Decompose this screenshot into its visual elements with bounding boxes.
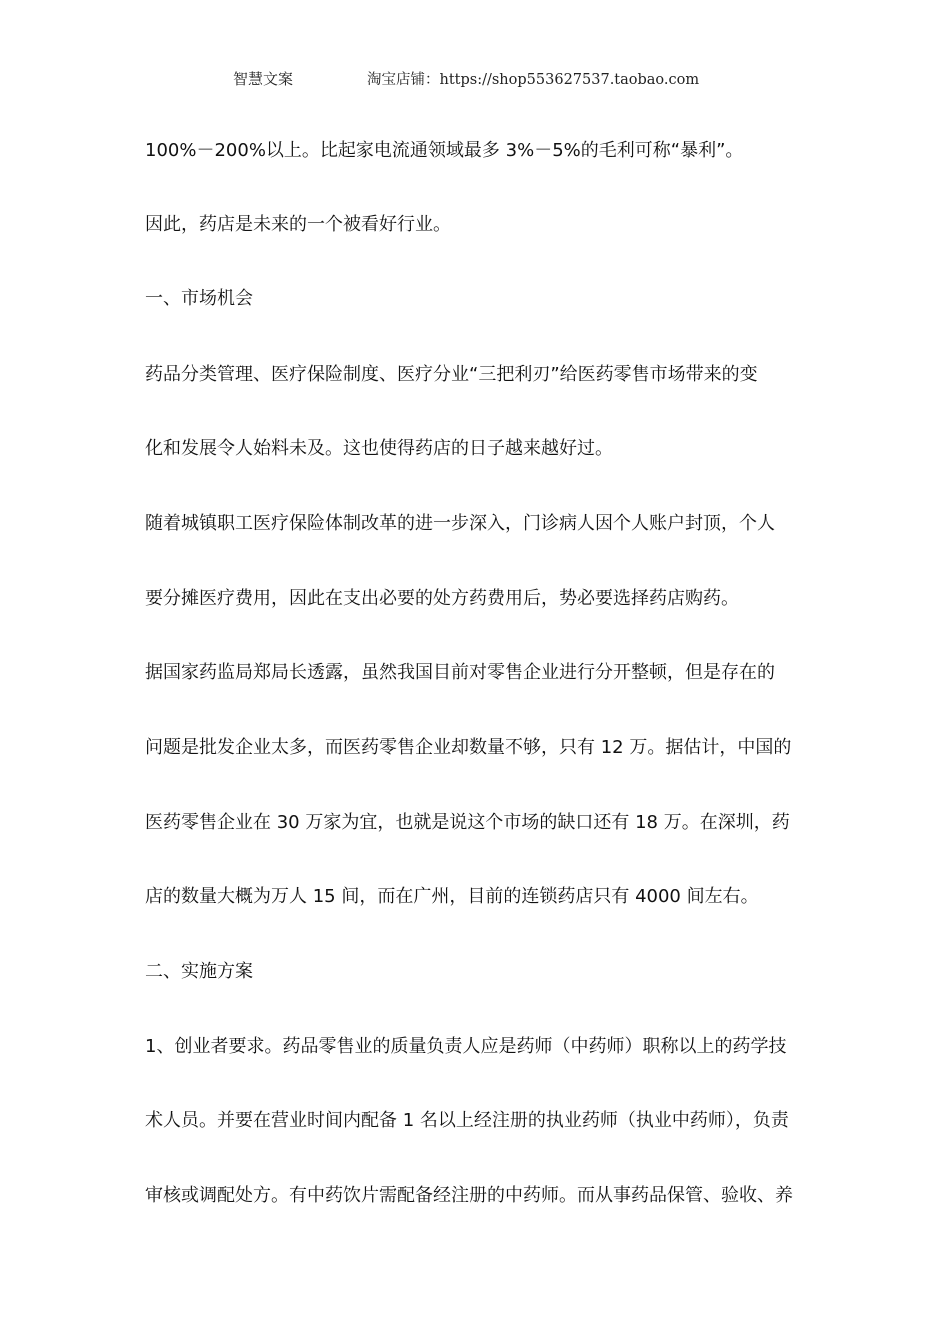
header-shop-link[interactable]: 淘宝店铺：https://shop553627537.taobao.com: [367, 72, 700, 88]
body-line: 术人员。并要在营业时间内配备 1 名以上经注册的执业药师（执业中药师），负责: [145, 1110, 789, 1131]
section-heading: 二、实施方案: [145, 961, 253, 982]
body-line: 因此，药店是未来的一个被看好行业。: [145, 214, 451, 235]
body-line: 店的数量大概为万人 15 间，而在广州，目前的连锁药店只有 4000 间左右。: [145, 886, 759, 907]
body-line: 医药零售企业在 30 万家为宜，也就是说这个市场的缺口还有 18 万。在深圳，药: [145, 812, 790, 833]
body-line: 1、创业者要求。药品零售业的质量负责人应是药师（中药师）职称以上的药学技: [145, 1036, 787, 1057]
body-line: 随着城镇职工医疗保险体制改革的进一步深入，门诊病人因个人账户封顶，个人: [145, 513, 775, 534]
body-line: 药品分类管理、医疗保险制度、医疗分业“三把利刃”给医药零售市场带来的变: [145, 364, 758, 385]
body-line: 据国家药监局郑局长透露，虽然我国目前对零售企业进行分开整顿，但是存在的: [145, 662, 775, 683]
page-header: [0, 68, 950, 92]
header-brand: 智慧文案: [233, 70, 294, 88]
body-line: 要分摊医疗费用，因此在支出必要的处方药费用后，势必要选择药店购药。: [145, 588, 739, 609]
body-line: 100%－200%以上。比起家电流通领域最多 3%－5%的毛利可称“暴利”。: [145, 140, 744, 161]
body-line: 审核或调配处方。有中药饮片需配备经注册的中药师。而从事药品保管、验收、养: [145, 1185, 793, 1206]
body-line: 问题是批发企业太多，而医药零售企业却数量不够，只有 12 万。据估计，中国的: [145, 737, 792, 758]
body-line: 化和发展令人始料未及。这也使得药店的日子越来越好过。: [145, 438, 613, 459]
section-heading: 一、市场机会: [145, 288, 253, 309]
